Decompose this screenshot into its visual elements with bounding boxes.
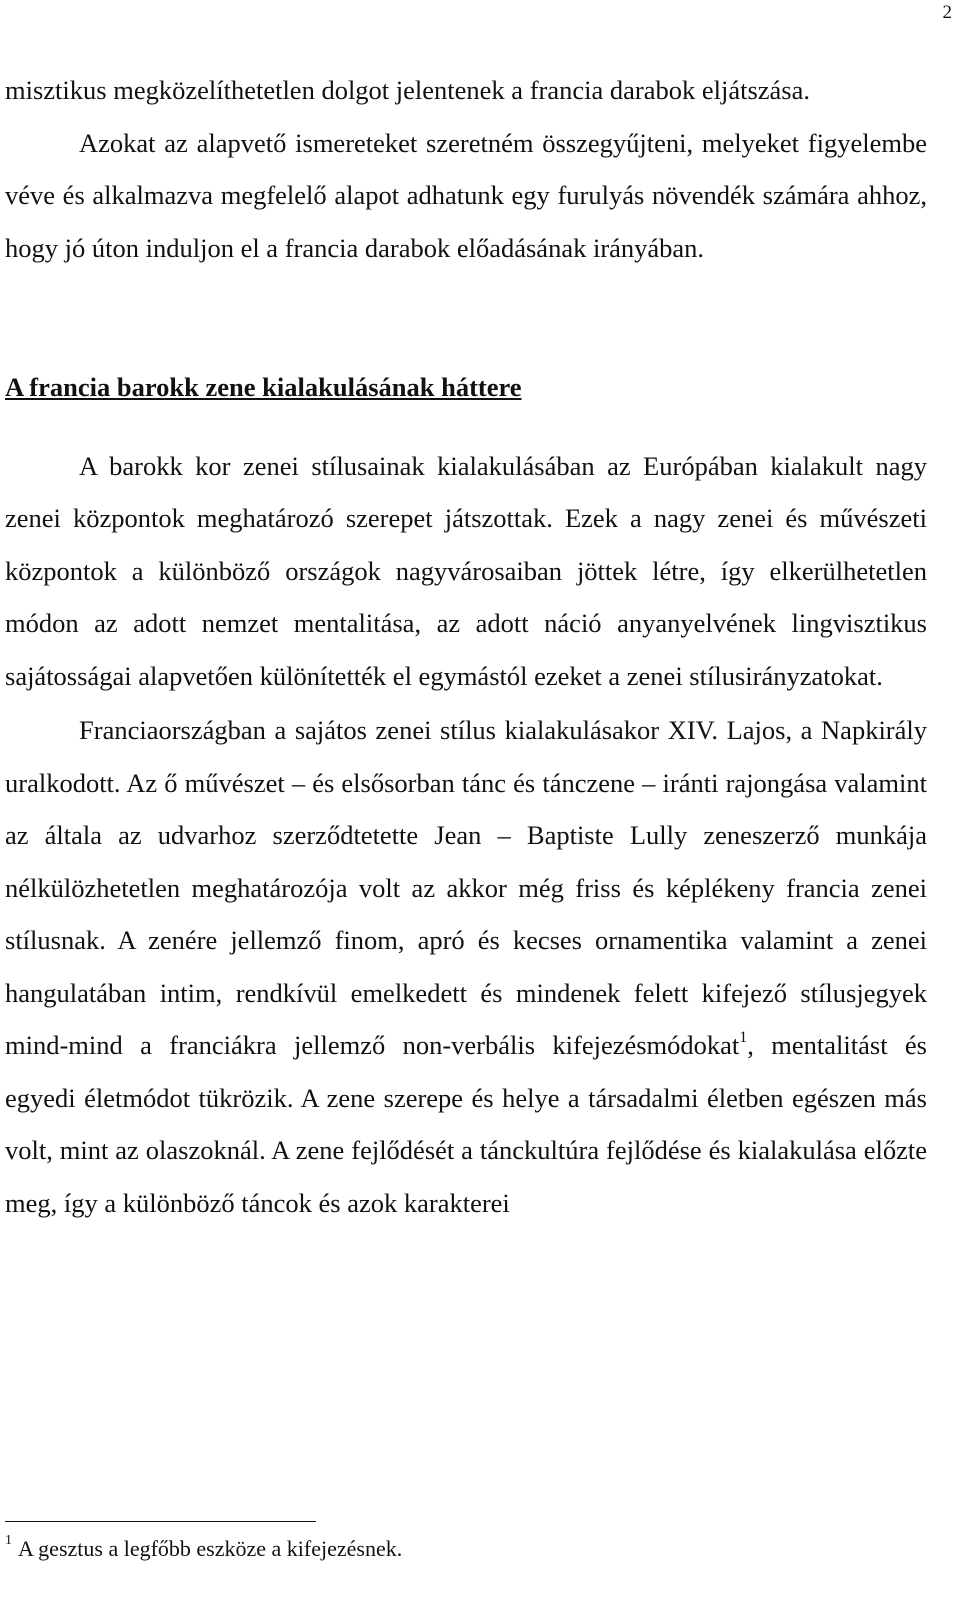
section-heading: A francia barokk zene kialakulásának háttere	[5, 372, 522, 402]
paragraph-4-text-b: , mentalitást és egyedi életmódot tükrözik. A zene szerepe és helye a társadalmi életben egészen más volt, mint az olaszoknál. A zene fejlődését a tánckultúra fejlődése és kialakulása előzte meg, így a különböző táncok és azok karakterei	[5, 1030, 927, 1218]
paragraph-3: A barokk kor zenei stílusainak kialakulásában az Európában kialakult nagy zenei központok meghatározó szerepet játszottak. Ezek a nagy zenei és művészeti központok a különböző országok nagyvárosaiban jöttek létre, így elkerülhetetlen módon az adott nemzet mentalitása, az adott náció anyanyelvének lingvisztikus sajátosságai alapvetően különítették el egymástól ezeket a zenei stílusirányzatokat.	[5, 450, 927, 691]
footnote-reference[interactable]: 1	[739, 1029, 748, 1047]
footnote-separator	[5, 1521, 316, 1522]
paragraph-4	[5, 704, 927, 1229]
footnote	[5, 1534, 402, 1564]
footnote-text: A gesztus a legfőbb eszköze a kifejezésnek.	[18, 1536, 403, 1561]
page-body	[5, 64, 927, 1229]
paragraph-1: misztikus megközelíthetetlen dolgot jelentenek a francia darabok eljátszása.	[5, 75, 810, 105]
paragraph-2: Azokat az alapvető ismereteket szeretném összegyűjteni, melyeket figyelembe véve és alkalmazva megfelelő alapot adhatunk egy furulyás növendék számára ahhoz, hogy jó úton induljon el a francia darabok előadásának irányában.	[5, 127, 927, 263]
page-number: 2	[942, 2, 952, 23]
footnote-marker: 1	[5, 1532, 12, 1548]
paragraph-4-text-a: Franciaországban a sajátos zenei stílus kialakulásakor XIV. Lajos, a Napkirály uralkodott. Az ő művészet – és elsősorban tánc és tánczene – iránti rajongása valamint az általa az udvarhoz szerződtetette Jean – Baptiste Lully zeneszerző munkája nélkülözhetetlen meghatározója volt az akkor még friss és képlékeny francia zenei stílusnak. A zenére jellemző finom, apró és kecses ornamentika valamint a zenei hangulatában intim, rendkívül emelkedett és mindenek felett kifejező stílusjegyek mind-mind a franciákra jellemző non-verbális kifejezésmódokat	[5, 715, 927, 1060]
